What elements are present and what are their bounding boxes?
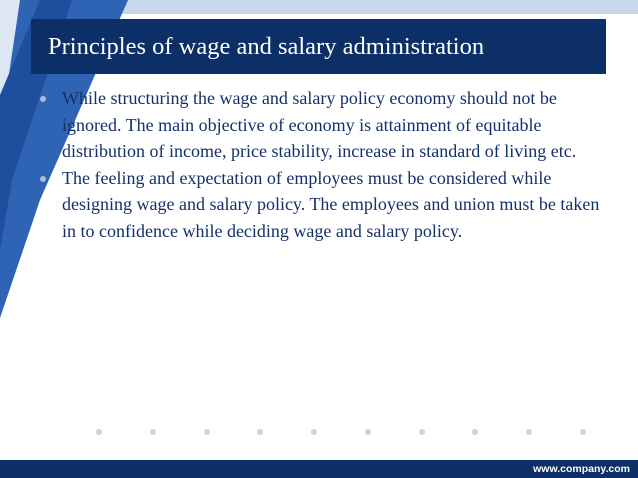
- dot-icon: [311, 429, 317, 435]
- dot-icon: [257, 429, 263, 435]
- slide-title: Principles of wage and salary administration: [48, 32, 485, 60]
- dot-icon: [580, 429, 586, 435]
- bullet-list: [40, 85, 600, 244]
- dot-icon: [204, 429, 210, 435]
- decorative-dot-row: [96, 428, 586, 436]
- bullet-text: While structuring the wage and salary policy economy should not be ignored. The main objective of economy is attainment of equitable distribution of income, price stability, increase in standard of living etc.: [62, 88, 577, 161]
- dot-icon: [472, 429, 478, 435]
- dot-icon: [419, 429, 425, 435]
- dot-icon: [526, 429, 532, 435]
- dot-icon: [96, 429, 102, 435]
- dot-icon: [365, 429, 371, 435]
- title-bar: [31, 19, 606, 74]
- bullet-dot-icon: [40, 176, 46, 182]
- footer-bar: [0, 460, 638, 478]
- bullet-item: [40, 165, 600, 245]
- bullet-item: [40, 85, 600, 165]
- dot-icon: [150, 429, 156, 435]
- footer-website: www.company.com: [533, 463, 630, 475]
- bullet-text: The feeling and expectation of employees must be considered while designing wage and salary policy. The employees and union must be taken in to confidence while deciding wage and salary policy.: [62, 167, 600, 241]
- bullet-dot-icon: [40, 96, 46, 102]
- background-top-swoosh: [88, 0, 638, 14]
